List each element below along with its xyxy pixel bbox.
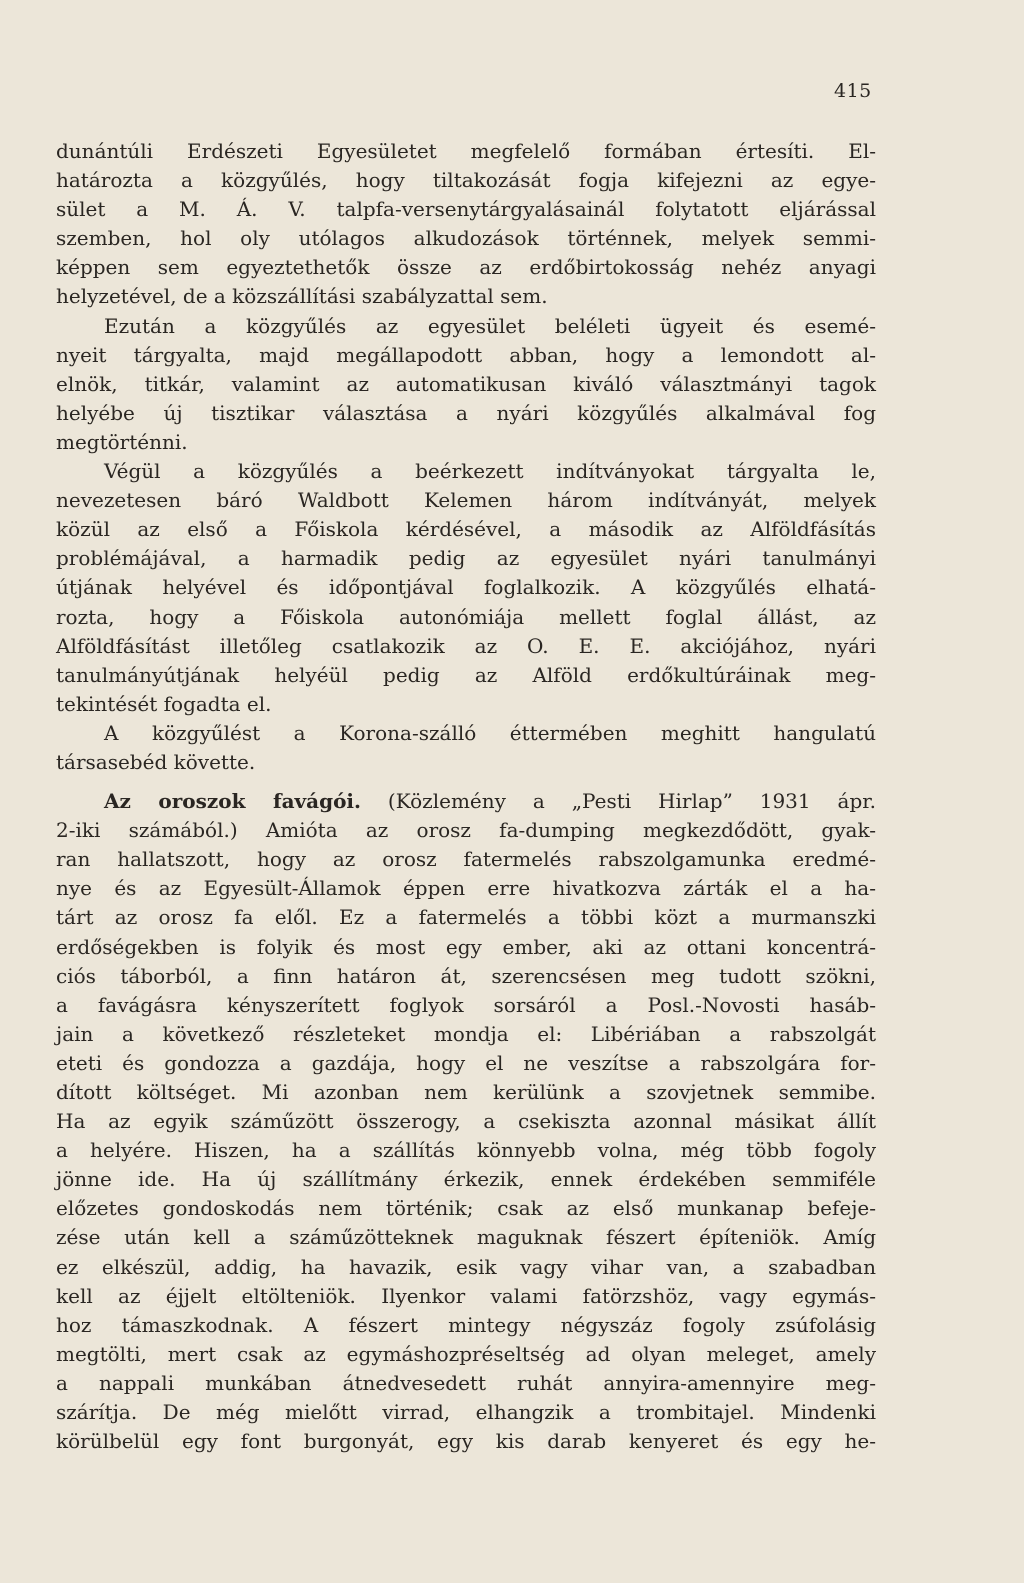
text-line-content: elnök, titkár, valamint az automatikusan kiváló választmányi tagok [56, 371, 876, 396]
text-line [56, 573, 876, 602]
text-line [56, 1253, 876, 1282]
text-line-content: szárítja. De még mielőtt virrad, elhangzik a trombitajel. Mindenki [56, 1400, 876, 1425]
text-line-content: helyzetével, de a közszállítási szabályzattal sem. [56, 284, 548, 309]
text-line [56, 1020, 876, 1049]
text-line [56, 1194, 876, 1223]
text-line [56, 1223, 876, 1252]
text-line-content: tárt az orosz fa elől. Ez a fatermelés a többi közt a murmanszki [56, 905, 876, 930]
text-line-content: útjának helyével és időpontjával foglalkozik. A közgyűlés elhatá- [56, 575, 876, 600]
text-line-content: 2-iki számából.) Amióta az orosz fa-dumping megkezdődött, gyak- [56, 818, 876, 843]
text-line-content: rozta, hogy a Főiskola autonómiája mellett foglal állást, az [56, 604, 876, 629]
text-line [56, 690, 876, 719]
text-line [56, 1369, 876, 1398]
text-line [56, 1165, 876, 1194]
text-line-content: közül az első a Főiskola kérdésével, a második az Alföldfásítás [56, 517, 876, 542]
page-number: 415 [834, 80, 872, 102]
text-line-content: erdőségekben is folyik és most egy ember, aki az ottani koncentrá- [56, 934, 876, 959]
text-line-content: ez elkészül, addig, ha havazik, esik vagy vihar van, a szabadban [56, 1254, 876, 1279]
text-line [56, 603, 876, 632]
text-line [56, 457, 876, 486]
text-line [56, 661, 876, 690]
text-line [56, 486, 876, 515]
text-line-content: jönne ide. Ha új szállítmány érkezik, ennek érdekében semmiféle [56, 1167, 876, 1192]
text-line-content: határozta a közgyűlés, hogy tiltakozását fogja kifejezni az egye- [56, 168, 876, 193]
text-line [56, 787, 876, 816]
text-line-content: zése után kell a száműzötteknek maguknak fészert építeniök. Amíg [56, 1225, 876, 1250]
text-line [56, 1311, 876, 1340]
text-line-content: képpen sem egyeztethetők össze az erdőbirtokosság nehéz anyagi [56, 255, 876, 280]
text-line [56, 962, 876, 991]
text-line [56, 1340, 876, 1369]
text-line-content: A közgyűlést a Korona-szálló éttermében meghitt hangulatú [104, 720, 876, 745]
text-line-content: eteti és gondozza a gazdája, hogy el ne veszítse a rabszolgára for- [56, 1050, 876, 1075]
text-line [56, 1427, 876, 1456]
text-line-content: tanulmányútjának helyéül pedig az Alföld erdőkultúráinak meg- [56, 662, 876, 687]
text-line [56, 515, 876, 544]
text-line-content: ciós táborból, a finn határon át, szerencsésen meg tudott szökni, [56, 963, 876, 988]
text-line-content: nye és az Egyesült-Államok éppen erre hivatkozva zárták el a ha- [56, 876, 876, 901]
text-line [56, 544, 876, 573]
text-line [56, 874, 876, 903]
text-line [56, 1078, 876, 1107]
text-line [56, 166, 876, 195]
text-line-content: Ezután a közgyűlés az egyesület beléleti ügyeit és esemé- [104, 313, 876, 338]
text-line [56, 632, 876, 661]
text-line-content: szemben, hol oly utólagos alkudozások történnek, melyek semmi- [56, 226, 876, 251]
text-line [56, 1107, 876, 1136]
text-line-content: sület a M. Á. V. talpfa-versenytárgyalásainál folytatott eljárással [56, 197, 876, 222]
body-text [56, 137, 876, 1456]
text-line-content: tekintését fogadta el. [56, 691, 272, 716]
text-line [56, 224, 876, 253]
text-line-content: körülbelül egy font burgonyát, egy kis darab kenyeret és egy he- [56, 1429, 876, 1454]
text-line-content: Alföldfásítást illetőleg csatlakozik az O. E. E. akciójához, nyári [56, 633, 876, 658]
text-line-content: Ha az egyik száműzött összerogy, a csekiszta azonnal másikat állít [56, 1109, 876, 1134]
text-line [56, 816, 876, 845]
text-line-content: a favágásra kényszerített foglyok sorsáról a Posl.-Novosti hasáb- [56, 992, 876, 1017]
text-line-content: problémájával, a harmadik pedig az egyesület nyári tanulmányi [56, 546, 876, 571]
text-line-content: Végül a közgyűlés a beérkezett indítványokat tárgyalta le, [104, 459, 876, 484]
text-line [56, 991, 876, 1020]
text-line [56, 312, 876, 341]
text-line-content: nevezetesen báró Waldbott Kelemen három indítványát, melyek [56, 488, 876, 513]
text-line-content: hoz támaszkodnak. A fészert mintegy négyszáz fogoly zsúfolásig [56, 1312, 876, 1337]
text-line-content: társasebéd követte. [56, 749, 256, 774]
text-line [56, 748, 876, 777]
text-line-content: ran hallatszott, hogy az orosz fatermelés rabszolgamunka eredmé- [56, 847, 876, 872]
text-line [56, 1398, 876, 1427]
text-line-content: helyébe új tisztikar választása a nyári közgyűlés alkalmával fog [56, 400, 876, 425]
text-line-content: a helyére. Hiszen, ha a szállítás könnyebb volna, még több fogoly [56, 1138, 876, 1163]
text-line [56, 253, 876, 282]
text-line-content: megtörténni. [56, 429, 188, 454]
text-line-content: kell az éjjelt eltölteniök. Ilyenkor valami fatörzshöz, vagy egymás- [56, 1283, 876, 1308]
text-line-content: megtölti, mert csak az egymáshozpréseltség ad olyan meleget, amely [56, 1341, 876, 1366]
text-line [56, 428, 876, 457]
text-line [56, 137, 876, 166]
text-line [56, 903, 876, 932]
text-line [56, 933, 876, 962]
text-line-content: dított költséget. Mi azonban nem kerülünk a szovjetnek semmibe. [56, 1080, 876, 1104]
text-line [56, 399, 876, 428]
text-line [56, 341, 876, 370]
text-line [56, 195, 876, 224]
text-line [56, 1282, 876, 1311]
text-line-content: nyeit tárgyalta, majd megállapodott abban, hogy a lemondott al- [56, 342, 876, 367]
text-line-content: a nappali munkában átnedvesedett ruhát annyira-amennyire meg- [56, 1370, 876, 1395]
text-line [56, 845, 876, 874]
text-line-content: (Közlemény a „Pesti Hirlap” 1931 ápr. [361, 789, 876, 814]
text-line [56, 719, 876, 748]
text-line-content: dunántúli Erdészeti Egyesületet megfelelő formában értesíti. El- [56, 139, 876, 163]
text-line [56, 1136, 876, 1165]
text-line-content: jain a következő részleteket mondja el: Libériában a rabszolgát [56, 1021, 876, 1046]
text-line [56, 370, 876, 399]
text-line [56, 282, 876, 311]
text-line [56, 1049, 876, 1078]
text-line-content: előzetes gondoskodás nem történik; csak az első munkanap befeje- [56, 1196, 876, 1221]
section-heading: Az oroszok favágói. [104, 789, 361, 814]
